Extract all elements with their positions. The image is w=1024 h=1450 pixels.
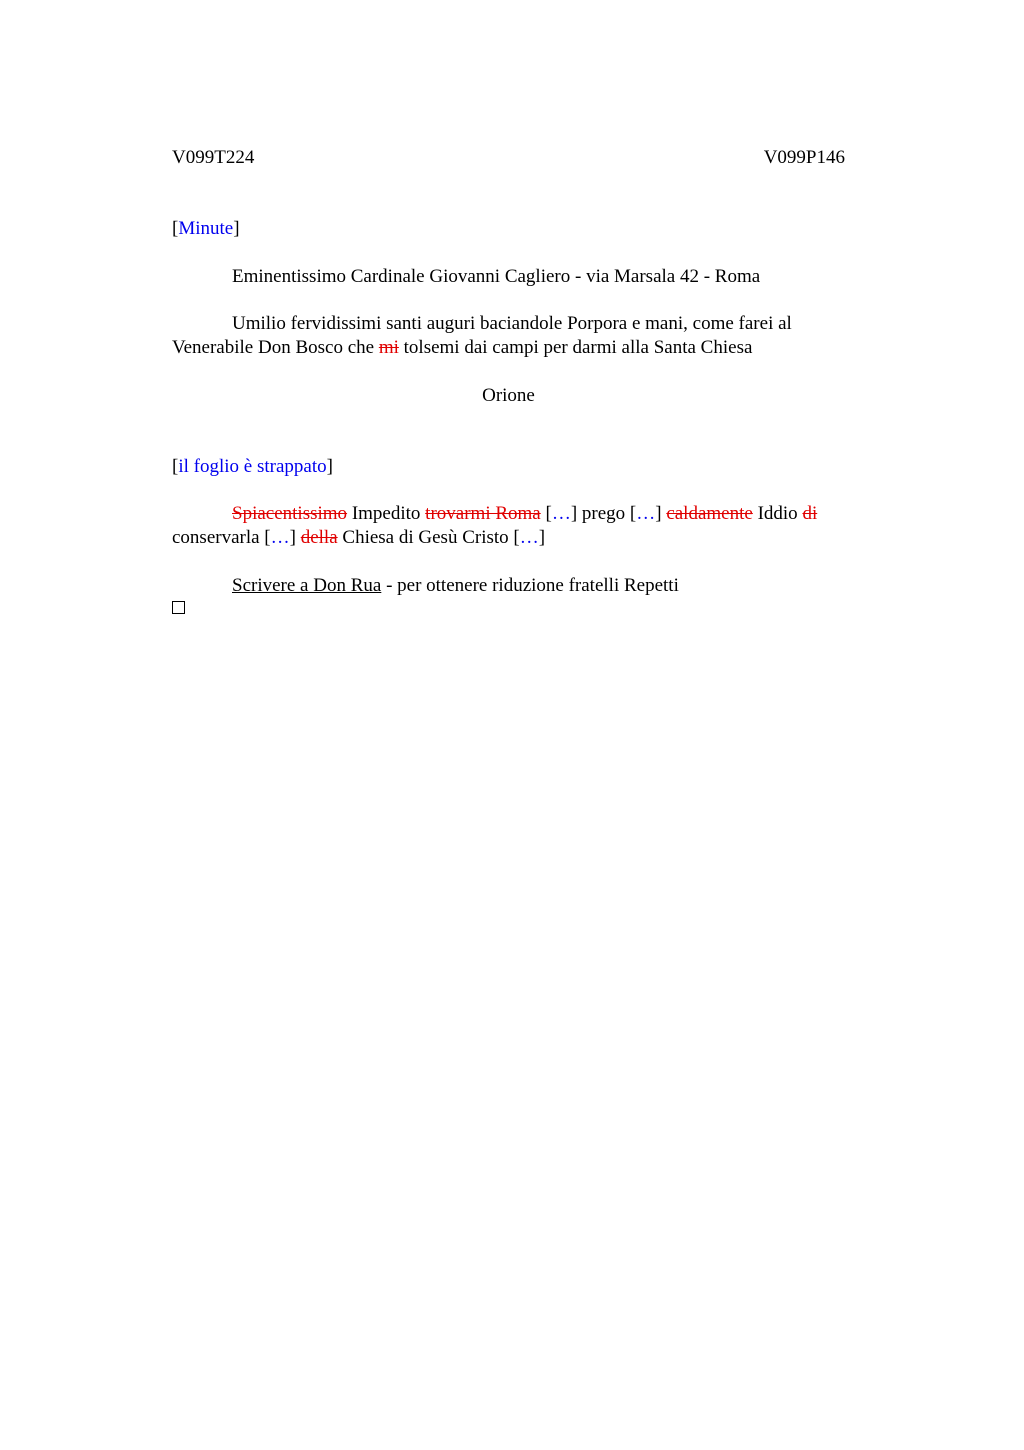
section-note-minute <box>172 217 240 241</box>
bracket-close: ] <box>326 456 333 477</box>
deleted-word: Spiacentissimo <box>232 503 348 524</box>
message-line-2: Venerabile Don Bosco che mi tolsemi dai campi per darmi alla Santa Chiesa <box>172 337 753 358</box>
header-left-code: V099T224 <box>172 147 255 168</box>
deleted-word: caldamente <box>666 503 753 524</box>
header-right-code: V099P146 <box>763 147 845 168</box>
deleted-word: mi <box>378 337 399 358</box>
deleted-word: della <box>300 527 338 548</box>
checkbox-icon <box>172 601 185 614</box>
draft-line-2: conservarla […] della Chiesa di Gesù Cristo […] <box>172 527 546 548</box>
section-note-torn <box>172 455 333 479</box>
deleted-word: di <box>802 503 818 524</box>
bracket-close: ] <box>233 218 240 239</box>
lacuna-mark: … <box>636 503 656 524</box>
lacuna-mark: … <box>519 527 539 548</box>
signature: Orione <box>482 385 535 406</box>
bracket-open: [ <box>172 456 179 477</box>
address-line: Eminentissimo Cardinale Giovanni Cagliero - via Marsala 42 - Roma <box>232 266 761 287</box>
lacuna-mark: … <box>551 503 571 524</box>
bracket-open: [ <box>172 218 179 239</box>
underlined-instruction: Scrivere a Don Rua <box>232 575 382 596</box>
editorial-note: Minute <box>178 218 234 239</box>
draft-line-1: Spiacentissimo Impedito trovarmi Roma […] prego […] caldamente Iddio di <box>232 503 818 524</box>
note-line: Scrivere a Don Rua - per ottenere riduzione fratelli Repetti <box>232 575 679 596</box>
lacuna-mark: … <box>270 527 290 548</box>
editorial-note: il foglio è strappato <box>178 456 327 477</box>
deleted-word: trovarmi Roma <box>425 503 541 524</box>
message-line-1: Umilio fervidissimi santi auguri baciandole Porpora e mani, come farei al <box>232 313 792 334</box>
